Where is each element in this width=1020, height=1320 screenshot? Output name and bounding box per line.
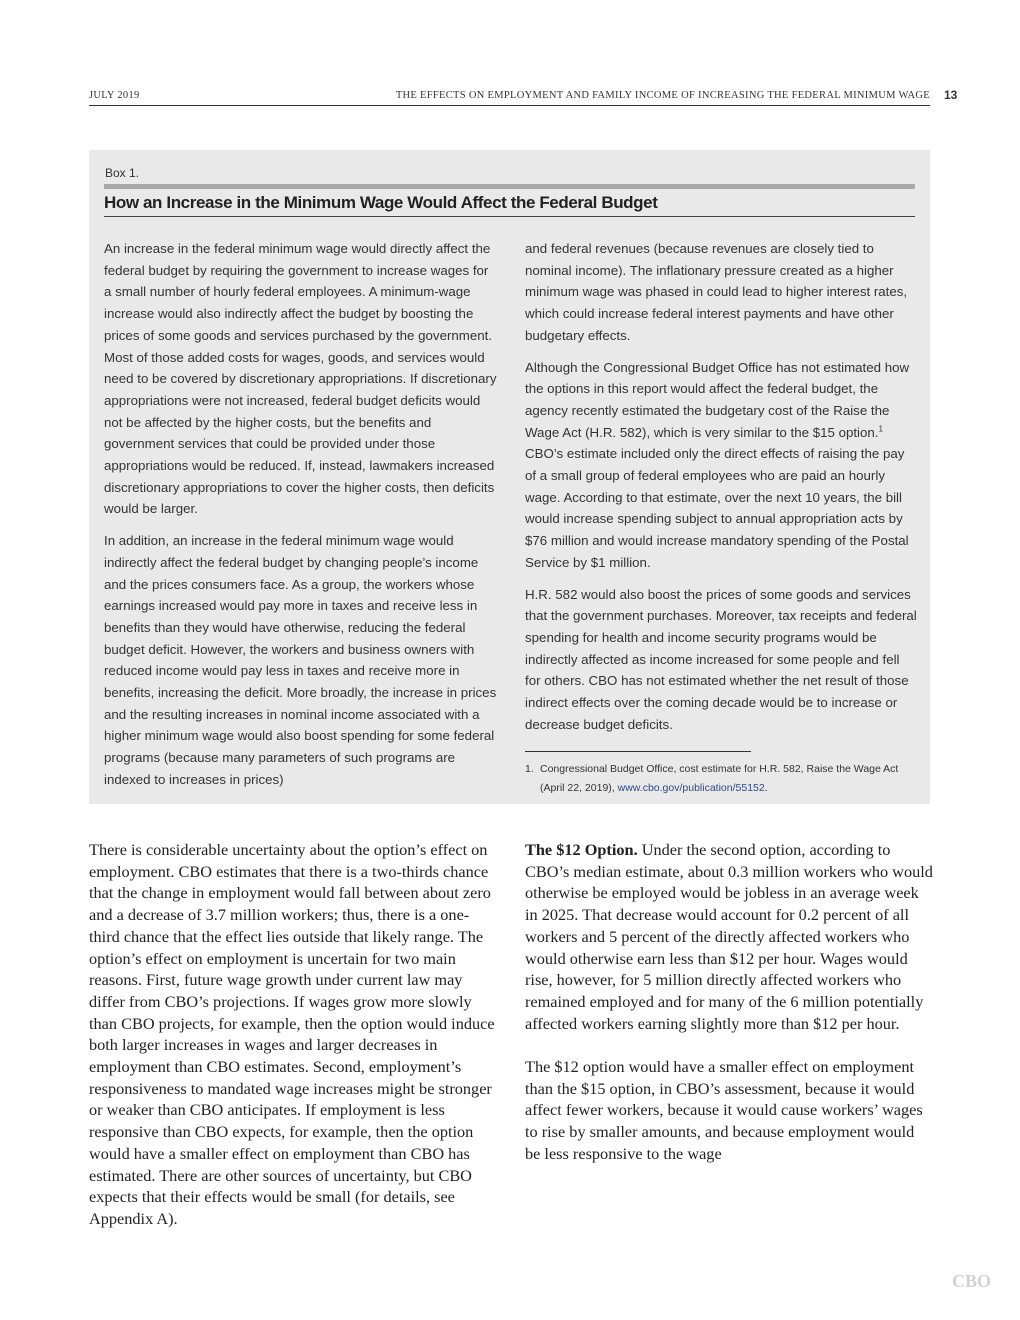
page-number: 13	[944, 88, 958, 102]
run-in-heading: The $12 Option.	[525, 840, 638, 859]
box-paragraph: In addition, an increase in the federal minimum wage would indirectly affect the federal budget by changing people’s income and the prices consumers face. As a group, the workers whose earnings increased would pay more in taxes and receive less in benefits than they would have otherwise, reducing the federal budget deficit. However, the workers and business owners with reduced income would pay less in taxes and receive more in benefits, increasing the deficit. More broadly, the increase in prices and the resulting increases in nominal income associated with a higher minimum wage would also boost spending for some federal programs (because many parameters of such programs are indexed to increases in prices)	[104, 533, 497, 787]
body-right-column	[525, 839, 933, 1186]
footnote-number: 1.	[525, 763, 534, 776]
body-paragraph: The $12 option would have a smaller effect on employment than the $15 option, in CBO’s assessment, because it would affect fewer workers, because it would cause workers’ wages to rise by smaller amounts, and because employment would be less responsive to the wage	[525, 1057, 923, 1163]
cbo-logo: CBO	[952, 1271, 992, 1291]
footnote-marker: 1	[878, 424, 883, 434]
box-left-column	[104, 238, 499, 801]
header-date: JULY 2019	[89, 90, 140, 101]
sidebar-box	[89, 150, 930, 804]
body-paragraph: The $12 Option. Under the second option, according to CBO’s median estimate, about 0.3 million workers who would otherwise be employed would be jobless in an average week in 2025. That decrease would account for 0.2 percent of all workers and 5 percent of the directly affected workers who would otherwise earn less than $12 per hour. Wages would rise, however, for 5 million directly affected workers who remained employed and for many of the 6 million potentially affected workers earning slightly more than $12 per hour.	[525, 840, 933, 1033]
footnote	[525, 760, 917, 798]
box-paragraph: and federal revenues (because revenues are closely tied to nominal income). The inflationary pressure created as a higher minimum wage was phased in could lead to higher interest rates, which could increase federal interest payments and have other budgetary effects.	[525, 241, 908, 343]
header-title: THE EFFECTS ON EMPLOYMENT AND FAMILY INCOME OF INCREASING THE FEDERAL MINIMUM WAGE	[395, 90, 930, 101]
box-title-rule	[104, 184, 915, 189]
body-left-column	[89, 839, 499, 1251]
box-right-column	[525, 238, 917, 798]
box-label: Box 1.	[105, 166, 140, 180]
box-paragraph: H.R. 582 would also boost the prices of some goods and services that the government purchases. Moreover, tax receipts and federal spending for health and income security programs would be indirectly affected as income increased for some people and fell for others. CBO has not estimated whether the net result of those indirect effects over the coming decade would be to increase or decrease budget deficits.	[525, 586, 917, 732]
footnote-rule	[525, 751, 751, 752]
footnote-text: Congressional Budget Office, cost estimate for H.R. 582, Raise the Wage Act (April 22, 2019), www.cbo.gov/publication/55152.	[540, 763, 899, 795]
footnote-link[interactable]: www.cbo.gov/publication/55152	[617, 782, 765, 795]
body-paragraph: There is considerable uncertainty about the option’s effect on employment. CBO estimates that there is a two-thirds chance that the change in employment would fall between about zero and a decrease of 3.7 million workers; thus, there is a one-third chance that the effect lies outside that likely range. The option’s effect on employment is uncertain for two main reasons. First, future wage growth under current law may differ from CBO’s projections. If wages grow more slowly than CBO projects, for example, then the option would induce both larger increases in wages and larger decreases in employment than CBO estimates. Second, employment’s responsiveness to mandated wage increases might be stronger or weaker than CBO anticipates. If employment is less responsive than CBO expects, for example, then the option would have a smaller effect on employment than CBO has estimated. There are other sources of uncertainty, but CBO expects that their effects would be small (for details, see Appendix A).	[89, 840, 495, 1228]
box-title: How an Increase in the Minimum Wage Would Affect the Federal Budget	[104, 193, 915, 217]
box-paragraph: Although the Congressional Budget Office has not estimated how the options in this report would affect the federal budget, the agency recently estimated the budgetary cost of the Raise the Wage Act (H.R. 582), which is very similar to the $15 option.$^1$ CBO’s estimate included only the direct effects of raising the pay of a small group of federal employees who are paid an hourly wage. According to that estimate, over the next 10 years, the bill would increase spending subject to annual appropriation acts by $76 million and would increase mandatory spending of the Postal Service by $1 million.	[525, 359, 910, 570]
box-paragraph: An increase in the federal minimum wage would directly affect the federal budget by requiring the government to increase wages for a small number of hourly federal employees. A minimum-wage increase would also indirectly affect the budget by boosting the prices of some goods and services purchased by the government. Most of those added costs for wages, goods, and services would need to be covered by discretionary appropriations. If discretionary appropriations were not increased, federal budget deficits would not be affected by the higher costs, but the benefits and government services that could be provided under those appropriations would be reduced. If, instead, lawmakers increased discretionary appropriations to cover the higher costs, then deficits would be larger.	[104, 241, 497, 517]
running-header	[89, 88, 930, 106]
